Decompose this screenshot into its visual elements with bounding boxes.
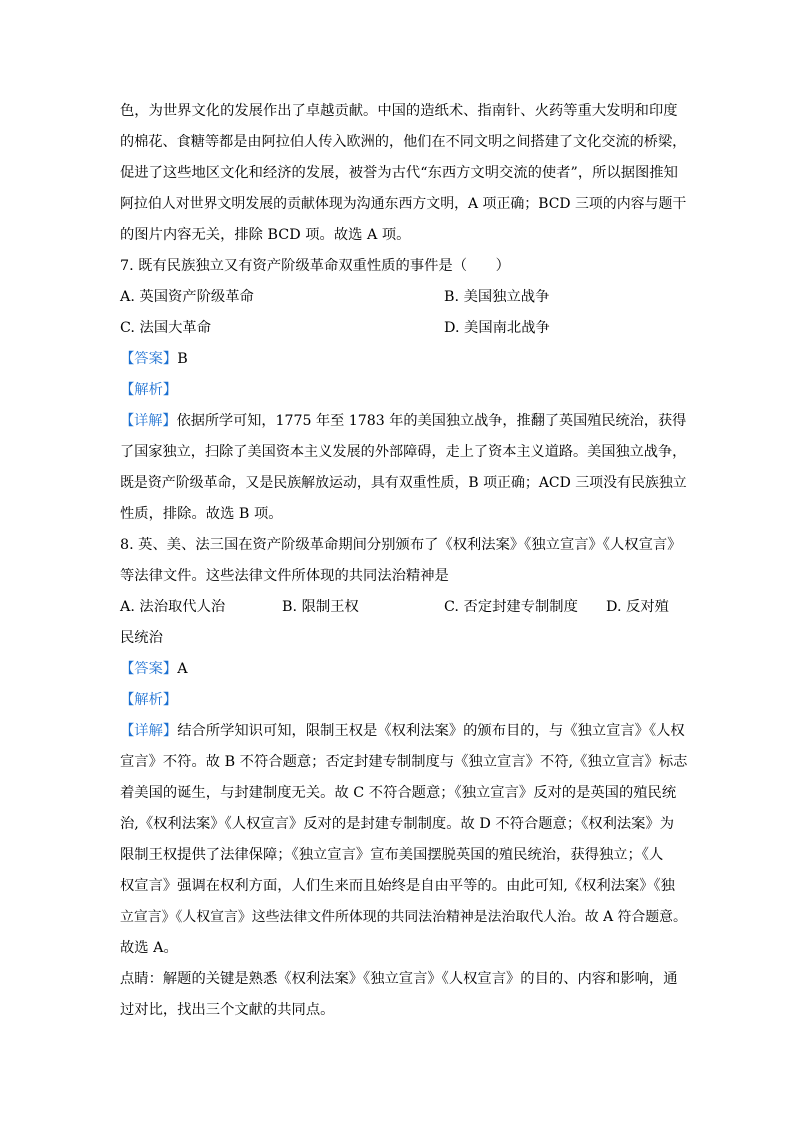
answer-tag: 【答案】 [120,351,178,367]
detail-line: 性质，排除。故选 B 项。 [120,506,283,522]
question-stem: 8. 英、美、法三国在资产阶级革命期间分别颁布了《权利法案》《独立宣言》《人权宣言》 [120,537,682,553]
detail-line [120,406,690,437]
option-c: C. 否定封建专制制度 [444,599,578,615]
analysis-tag: 【解析】 [120,692,178,708]
detail-line: 立宣言》《人权宣言》这些法律文件所体现的共同法治精神是法治取代人治。故 A 符合题意。 [120,909,687,925]
text-line: 色，为世界文化的发展作出了卓越贡献。中国的造纸术、指南针、火药等重大发明和印度 [120,103,678,119]
previous-question-explanation [120,96,690,251]
text-line: 阿拉伯人对世界文明发展的贡献体现为沟通东西方文明，A 项正确；BCD 三项的内容与题干 [120,196,687,212]
option-b: B. 限制王权 [282,599,359,615]
options-row [120,282,690,313]
detail-tag: 【详解】 [120,723,178,739]
point-line: 点睛：解题的关键是熟悉《权利法案》《独立宣言》《人权宣言》的目的、内容和影响，通 [120,971,678,987]
option-b: B. 美国独立战争 [444,289,550,305]
analysis-heading [120,375,690,406]
answer-tag: 【答案】 [120,661,178,677]
detail-line: 治,《权利法案》《人权宣言》反对的是封建专制制度。故 D 不符合题意；《权利法案》为 [120,816,675,832]
option-a: A. 法治取代人治 [120,599,226,615]
detail-line: 故选 A。 [120,940,178,956]
answer-line [120,654,690,685]
question-stem: 7. 既有民族独立又有资产阶级革命双重性质的事件是（ ） [120,258,510,274]
detail-line [120,716,690,747]
detail-line: 既是资产阶级革命，又是民族解放运动，具有双重性质，B 项正确；ACD 三项没有民族独立 [120,475,687,491]
answer-value: A [177,661,188,677]
options-row [120,313,690,344]
detail-line: 权宣言》强调在权利方面，人们生来而且始终是自由平等的。由此可知,《权利法案》《独 [120,878,675,894]
detail-tag: 【详解】 [120,413,177,429]
document-page [120,96,690,1026]
option-wrap: 民统治 [120,630,163,646]
option-a: A. 英国资产阶级革命 [120,289,254,305]
answer-value: B [177,351,188,367]
text-line: 的棉花、食糖等都是由阿拉伯人传入欧洲的，他们在不同文明之间搭建了文化交流的桥梁， [120,134,687,150]
text-line: 的图片内容无关，排除 BCD 项。故选 A 项。 [120,227,411,243]
question-stem: 等法律文件。这些法律文件所体现的共同法治精神是 [120,568,449,584]
option-c: C. 法国大革命 [120,320,212,336]
analysis-heading [120,685,690,716]
answer-line [120,344,690,375]
option-d: D. 美国南北战争 [444,320,550,336]
detail-text: 结合所学知识可知，限制王权是《权利法案》的颁布目的，与《独立宣言》《人权 [177,723,685,739]
point-line: 过对比，找出三个文献的共同点。 [120,1002,335,1018]
option-d: D. 反对殖 [606,599,669,615]
detail-line: 了国家独立，扫除了美国资本主义发展的外部障碍，走上了资本主义道路。美国独立战争， [120,444,687,460]
question-7 [120,251,690,530]
text-line: 促进了这些地区文化和经济的发展，被誉为古代“东西方文明交流的使者”，所以据图推知 [120,165,678,181]
detail-line: 着美国的诞生，与封建制度无关。故 C 不符合题意；《独立宣言》反对的是英国的殖民统 [120,785,677,801]
question-8 [120,530,690,1026]
detail-text: 依据所学可知，1775 年至 1783 年的美国独立战争，推翻了英国殖民统治，获得 [176,413,687,429]
analysis-tag: 【解析】 [120,382,178,398]
detail-line: 限制王权提供了法律保障；《独立宣言》宣布美国摆脱英国的殖民统治，获得独立；《人 [120,847,664,863]
options-row [120,592,690,623]
detail-line: 宣言》不符。故 B 不符合题意；否定封建专制制度与《独立宣言》不符,《独立宣言》标志 [120,754,688,770]
